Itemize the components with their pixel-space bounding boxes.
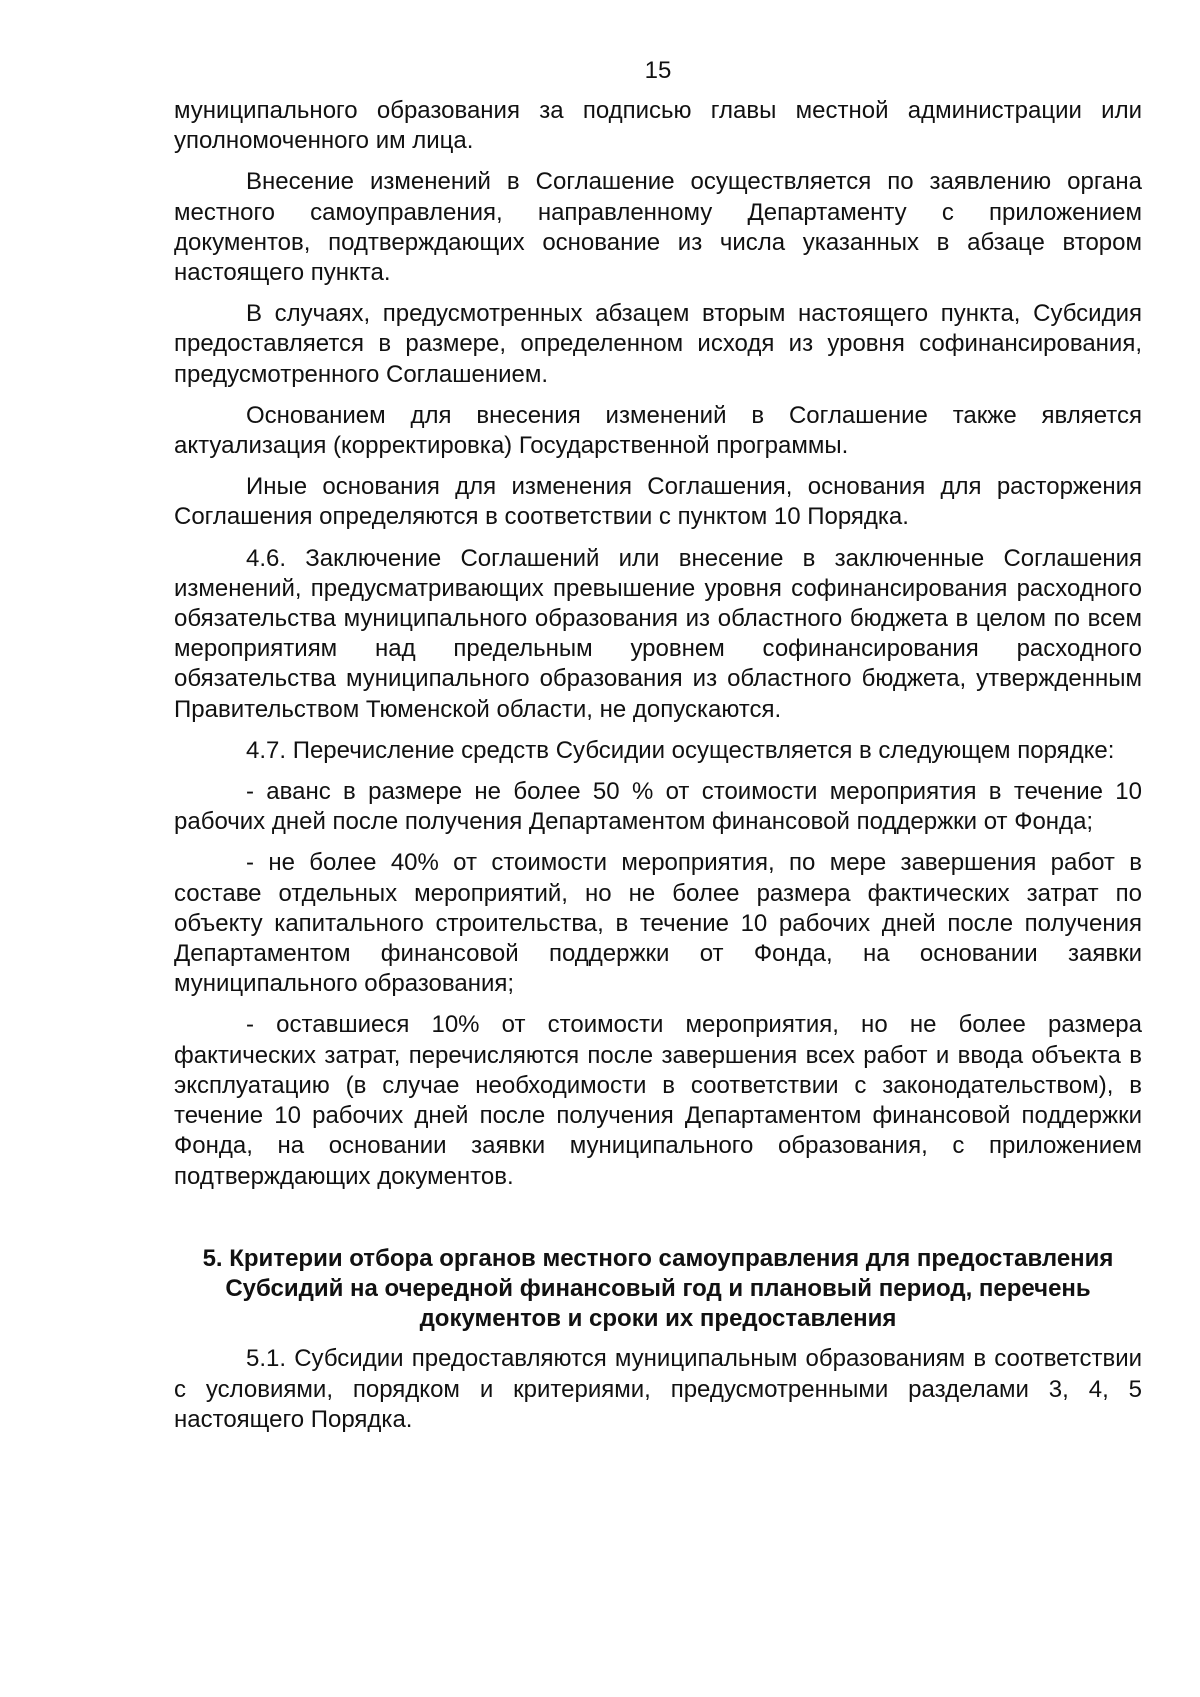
paragraph-continuation: муниципального образования за подписью главы местной администрации или уполномоченного им лица. — [174, 97, 1142, 155]
page-number: 15 — [644, 57, 672, 84]
paragraph-amendment-procedure: Внесение изменений в Соглашение осуществляется по заявлению органа местного самоуправления, направленному Департаменту с приложением документов, подтверждающих основание из числа указанных в абзаце втором настоящего пункта. — [174, 168, 1142, 287]
paragraph-program-update: Основанием для внесения изменений в Соглашение также является актуализация (корректировка) Государственной программы. — [174, 401, 1142, 460]
list-item-advance: - аванс в размере не более 50 % от стоимости мероприятия в течение 10 рабочих дней после получения Департаментом финансовой поддержки от Фонда; — [174, 778, 1142, 836]
paragraph-4-6: 4.6. Заключение Соглашений или внесение в заключенные Соглашения изменений, предусматривающих превышение уровня софинансирования расходного обязательства муниципального образования из областного бюджета в целом по всем мероприятиям над предельным уровнем софинансирования расходного обязательства муниципального образования из областного бюджета, утвержденным Правительством Тюменской области, не допускаются. — [174, 544, 1142, 723]
paragraph-subsidy-size: В случаях, предусмотренных абзацем вторым настоящего пункта, Субсидия предоставляется в размере, определенном исходя из уровня софинансирования, предусмотренного Соглашением. — [174, 300, 1142, 388]
list-item-remaining-10-percent: - оставшиеся 10% от стоимости мероприятия, но не более размера фактических затрат, перечисляются после завершения всех работ и ввода объекта в эксплуатацию (в случае необходимости в соответствии с законодательством), в течение 10 рабочих дней после получения Департаментом финансовой поддержки Фонда, на основании заявки муниципального образования, с приложением подтверждающих документов. — [174, 1011, 1142, 1190]
paragraph-5-1: 5.1. Субсидии предоставляются муниципальным образованиям в соответствии с условиями, порядком и критериями, предусмотренными разделами 3, 4, 5 настоящего Порядка. — [174, 1345, 1142, 1433]
paragraph-4-7: 4.7. Перечисление средств Субсидии осуществляется в следующем порядке: — [246, 736, 1115, 764]
section-5-heading: 5. Критерии отбора органов местного самоуправления для предоставления Субсидий на очередной финансовый год и плановый период, перечень документов и сроки их предоставления — [202, 1244, 1114, 1333]
list-item-40-percent: - не более 40% от стоимости мероприятия, по мере завершения работ в составе отдельных мероприятий, но не более размера фактических затрат по объекту капитального строительства, в течение 10 рабочих дней после получения Департаментом финансовой поддержки от Фонда, на основании заявки муниципального образования; — [174, 849, 1142, 998]
document-page — [174, 56, 1142, 1446]
paragraph-other-grounds: Иные основания для изменения Соглашения, основания для расторжения Соглашения определяются в соответствии с пунктом 10 Порядка. — [174, 473, 1142, 531]
